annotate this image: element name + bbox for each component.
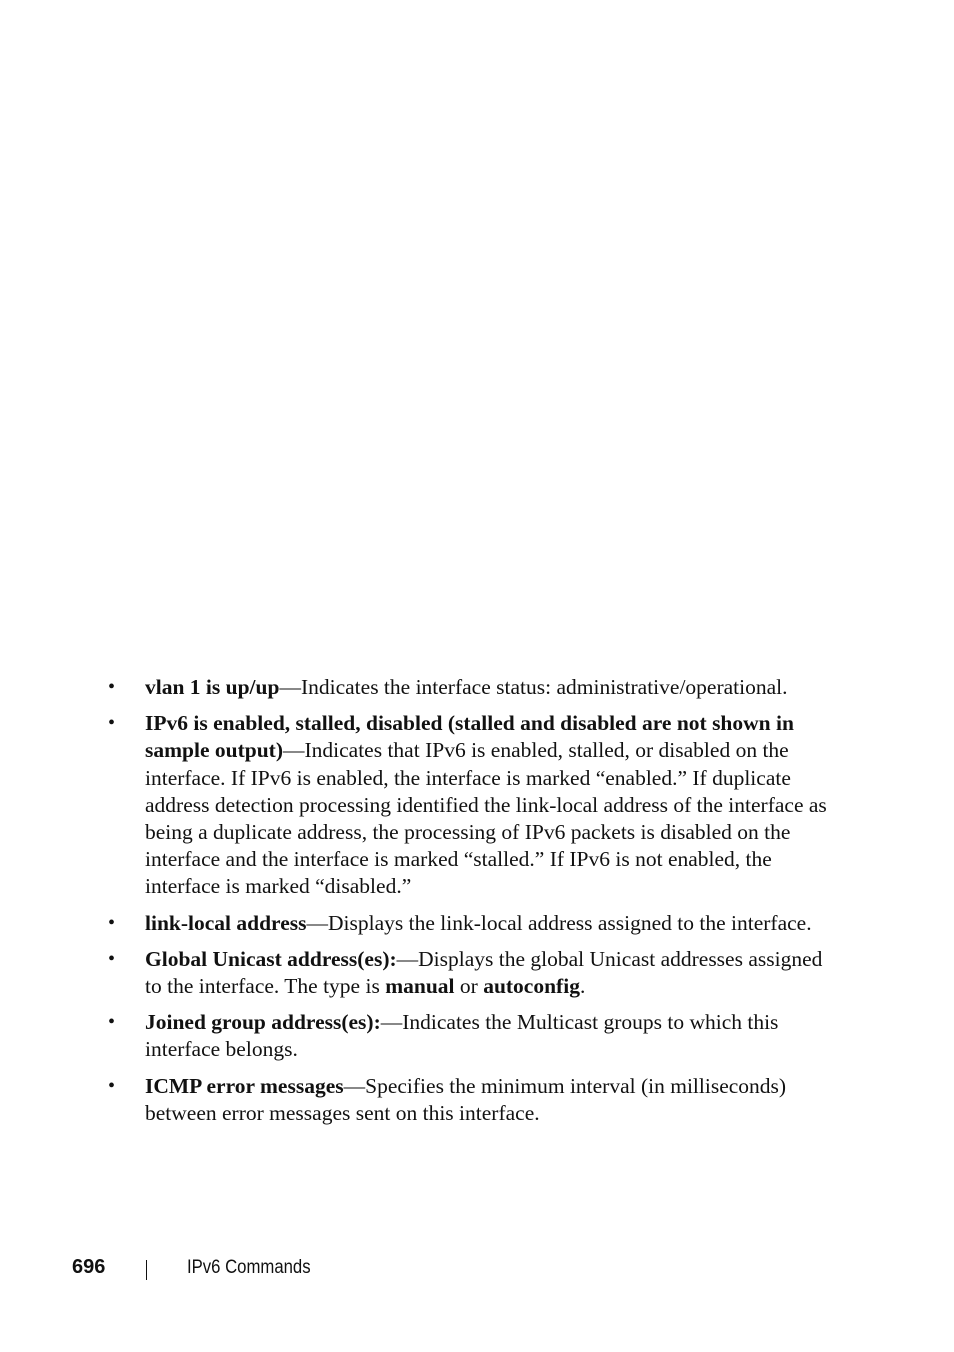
- description-link-local-address: —Displays the link-local address assigned to the interface.: [306, 910, 812, 935]
- bullet-item-global-unicast: [108, 946, 828, 1000]
- description-joined-groups: —Indicates the Multicast groups to which this interface belongs.: [145, 1010, 779, 1062]
- description-ipv6-state: —Indicates that IPv6 is enabled, stalled, or disabled on the interface. If IPv6 is enabled, the interface is marked “enabled.” If duplicate address detection processing identified the link-local address of the interface as being a duplicate address, the processing of IPv6 packets is disabled on the interface and the interface is marked “stalled.” If IPv6 is not enabled, the interface is marked “disabled.”: [145, 738, 827, 899]
- term-link-local-address: link-local address: [145, 910, 307, 935]
- type-autoconfig: autoconfig: [483, 974, 580, 999]
- page-footer: [0, 1256, 954, 1284]
- description-icmp-error-messages: —Specifies the minimum interval (in milliseconds) between error messages sent on this interface.: [145, 1073, 787, 1125]
- description-period: .: [579, 974, 586, 999]
- description-or: or: [454, 974, 484, 999]
- bullet-symbol: •: [108, 1011, 116, 1034]
- footer-divider: [146, 1260, 147, 1280]
- bullet-symbol: •: [108, 676, 116, 698]
- description-vlan-status: —Indicates the interface status: administrative/operational.: [279, 675, 788, 699]
- bullet-item-ipv6-state: [108, 710, 828, 900]
- bullet-item-joined-groups: [108, 1009, 828, 1063]
- term-joined-groups: Joined group address(es):: [145, 1010, 381, 1035]
- page-number: 696: [72, 1256, 106, 1278]
- term-global-unicast: Global Unicast address(es):: [145, 946, 397, 971]
- section-title: IPv6 Commands: [187, 1257, 311, 1278]
- bullet-symbol: •: [108, 947, 116, 970]
- term-ipv6-state: IPv6 is enabled, stalled, disabled (stalled and disabled are not shown in sample output): [145, 711, 794, 763]
- term-icmp-error-messages: ICMP error messages: [145, 1073, 344, 1098]
- term-vlan-status: vlan 1 is up/up: [145, 675, 280, 699]
- bullet-symbol: •: [108, 1074, 116, 1097]
- bullet-item-icmp-error-messages: [108, 1073, 828, 1127]
- bullet-item-link-local-address: [108, 910, 828, 937]
- bullet-symbol: •: [108, 712, 116, 735]
- bullet-list: [108, 674, 828, 1136]
- description-global-unicast: —Displays the global Unicast addresses assigned to the interface. The type is: [145, 946, 823, 999]
- bullet-symbol: •: [108, 911, 116, 934]
- bullet-item-interface-status: [108, 674, 828, 701]
- type-manual: manual: [385, 974, 455, 999]
